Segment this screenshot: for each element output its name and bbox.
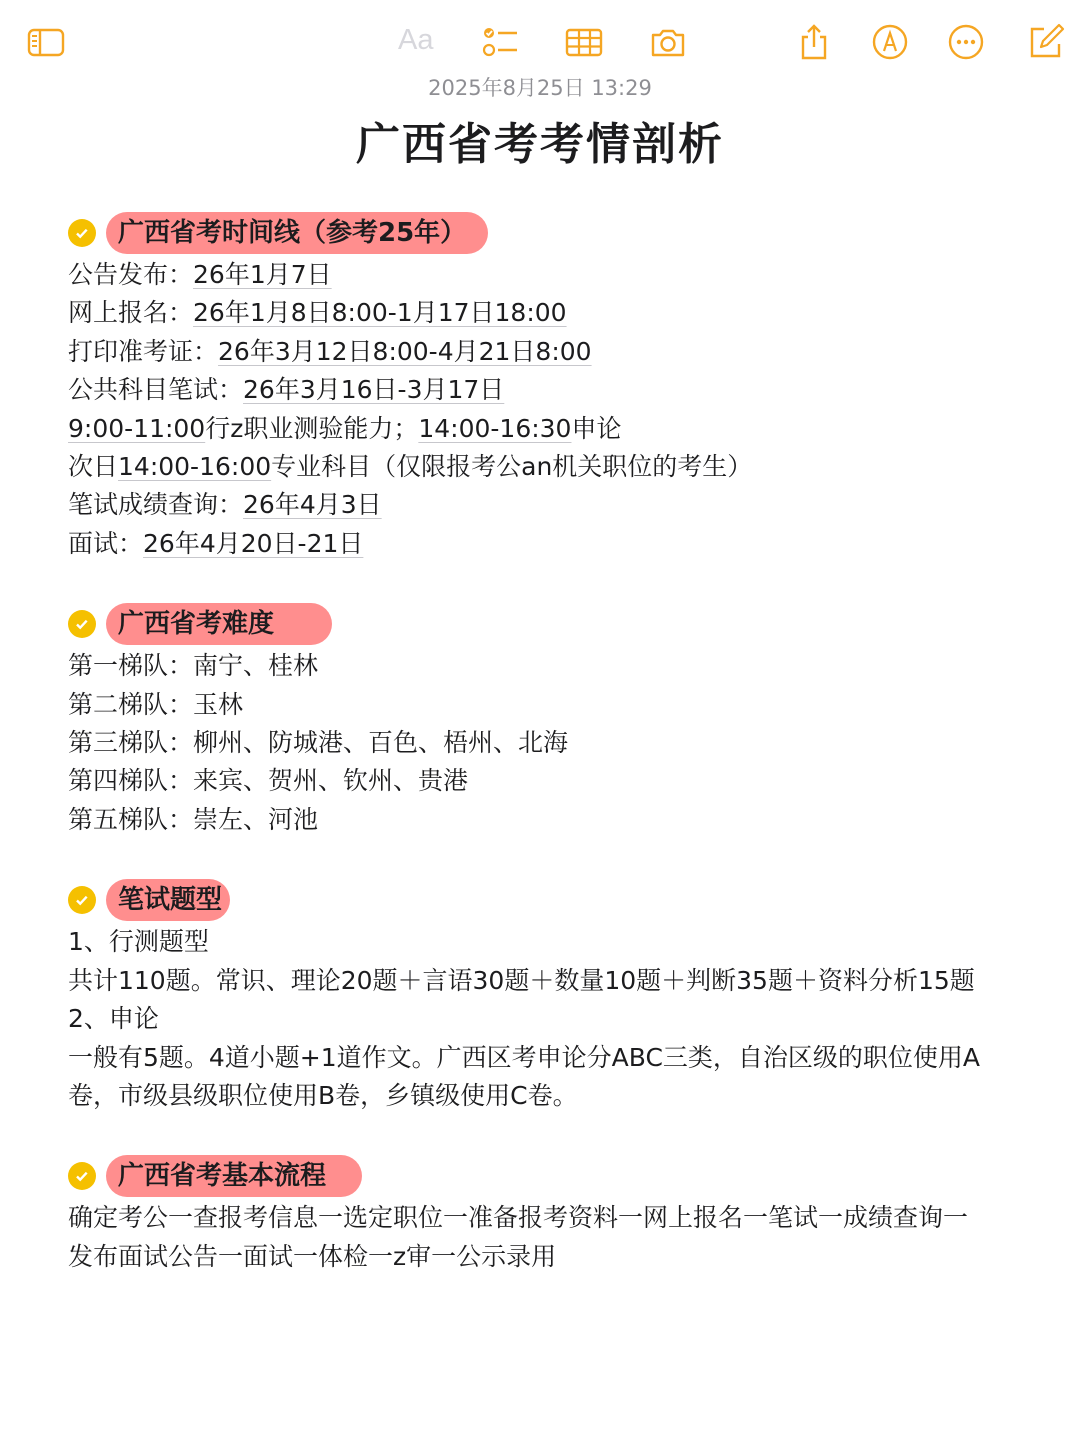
- label: 公共科目笔试：: [68, 375, 244, 405]
- timeline-line: [68, 371, 1008, 409]
- highlight-heading: 广西省考时间线（参考25年）: [106, 212, 488, 254]
- table-icon[interactable]: [564, 22, 604, 62]
- text: 申论: [571, 413, 622, 443]
- checkmark-circle-icon[interactable]: [68, 1162, 96, 1190]
- camera-icon[interactable]: [648, 22, 688, 62]
- paragraph: 确定考公一查报考信息一选定职位一准备报考资料一网上报名一笔试一成绩查询一: [68, 1203, 969, 1233]
- tier-line: 第五梯队：崇左、河池: [68, 804, 319, 834]
- date-link[interactable]: 26年3月16日-3月17日: [243, 375, 505, 405]
- time-link[interactable]: 14:00-16:00: [118, 452, 272, 482]
- tier-line: 第三梯队：柳州、防城港、百色、梧州、北海: [68, 728, 569, 758]
- checklist-icon[interactable]: [480, 22, 520, 62]
- section-heading-exam-types: [68, 877, 1008, 923]
- paragraph: 共计110题。常识、理论20题＋言语30题＋数量10题＋判断35题＋资料分析15题: [68, 965, 975, 995]
- tier-line: 第四梯队：来宾、贺州、钦州、贵港: [68, 766, 469, 796]
- checkmark-circle-icon[interactable]: [68, 886, 96, 914]
- more-icon[interactable]: [946, 22, 986, 62]
- note-date: 2025年8月25日 13:29: [428, 76, 652, 100]
- section-heading-difficulty: [68, 601, 1008, 647]
- note-body[interactable]: [68, 210, 1008, 1276]
- highlight-heading: 笔试题型: [106, 879, 230, 921]
- toolbar: [0, 0, 1080, 80]
- label: 笔试成绩查询：: [68, 490, 244, 520]
- timeline-line: [68, 448, 1008, 486]
- label: 打印准考证：: [68, 336, 219, 366]
- compose-icon[interactable]: [1026, 22, 1066, 62]
- timeline-line: [68, 410, 1008, 448]
- date-link[interactable]: 26年1月8日8:00-1月17日18:00: [193, 298, 567, 328]
- date-link[interactable]: 26年4月3日: [243, 490, 382, 520]
- markup-icon[interactable]: [870, 22, 910, 62]
- timeline-line: [68, 486, 1008, 524]
- timeline-line: [68, 294, 1008, 332]
- highlight-heading: 广西省考难度: [106, 603, 332, 645]
- text: 行z职业测验能力；: [205, 413, 419, 443]
- format-text-button[interactable]: Aa: [398, 24, 434, 56]
- timeline-line: [68, 333, 1008, 371]
- tier-line: 第一梯队：南宁、桂林: [68, 651, 319, 681]
- section-heading-timeline: [68, 210, 1008, 256]
- highlight-heading: 广西省考基本流程: [106, 1155, 362, 1197]
- note-title[interactable]: 广西省考考情剖析: [356, 119, 724, 170]
- timeline-line: [68, 256, 1008, 294]
- timeline-line: [68, 525, 1008, 563]
- text: 次日: [68, 452, 119, 482]
- tier-line: 第二梯队：玉林: [68, 689, 244, 719]
- date-link[interactable]: 26年4月20日-21日: [143, 528, 364, 558]
- time-link[interactable]: 14:00-16:30: [418, 413, 572, 443]
- label: 网上报名：: [68, 298, 194, 328]
- share-icon[interactable]: [794, 22, 834, 62]
- checkmark-circle-icon[interactable]: [68, 219, 96, 247]
- text: 专业科目（仅限报考公an机关职位的考生）: [271, 452, 753, 482]
- checkmark-circle-icon[interactable]: [68, 610, 96, 638]
- date-link[interactable]: 26年3月12日8:00-4月21日8:00: [218, 336, 592, 366]
- paragraph: 2、申论: [68, 1004, 159, 1034]
- paragraph: 发布面试公告一面试一体检一z审一公示录用: [68, 1241, 557, 1271]
- label: 公告发布：: [68, 260, 194, 289]
- paragraph: 1、行测题型: [68, 927, 209, 957]
- time-link[interactable]: 9:00-11:00: [68, 413, 206, 443]
- section-heading-process: [68, 1153, 1008, 1199]
- label: 面试：: [68, 528, 144, 558]
- paragraph: 卷，市级县级职位使用B卷，乡镇级使用C卷。: [68, 1080, 578, 1110]
- sidebar-icon[interactable]: [26, 22, 66, 62]
- paragraph: 一般有5题。4道小题+1道作文。广西区考申论分ABC三类，自治区级的职位使用A: [68, 1042, 981, 1072]
- date-link[interactable]: 26年1月7日: [193, 260, 332, 289]
